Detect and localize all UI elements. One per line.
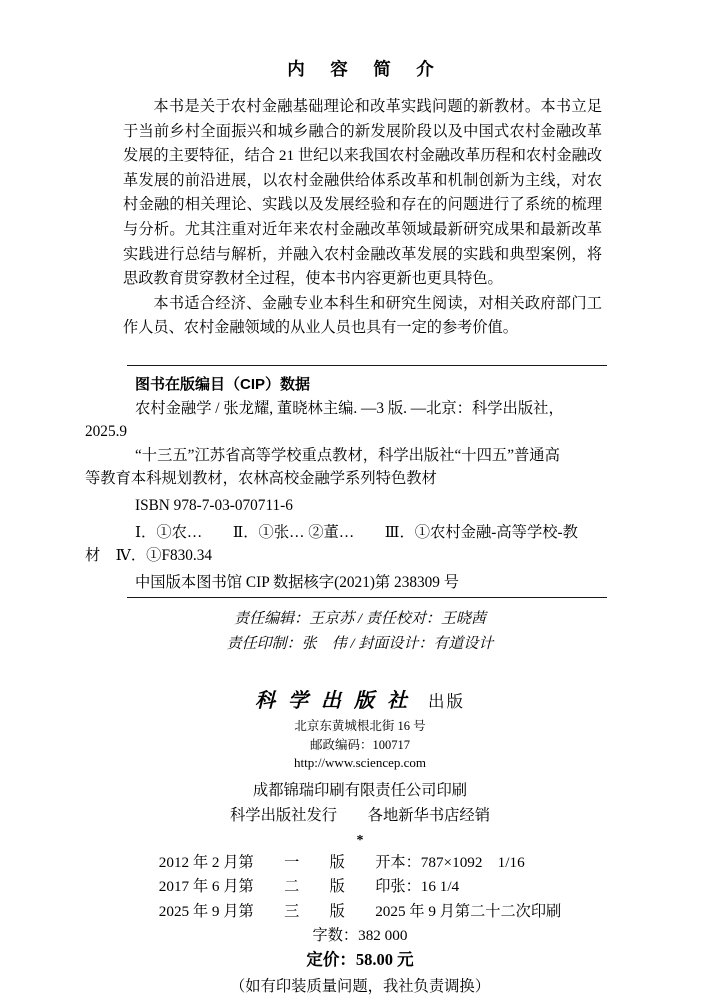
cip-section (85, 365, 610, 598)
cip-bottom-rule (127, 597, 607, 598)
cip-record-number-line: 中国版本图书馆 CIP 数据核字(2021)第 238309 号 (135, 573, 460, 591)
cip-title-line: 农村金融学 / 张龙耀, 董晓林主编. —3 版. —北京：科学出版社， (135, 399, 564, 417)
distribution-line: 科学出版社发行 各地新华书店经销 (229, 806, 491, 824)
word-count-line: 字数：382 000 (312, 927, 408, 944)
cip-series-line: “十三五”江苏省高等学校重点教材，科学出版社“十四五”普通高 (135, 446, 560, 464)
edition-line-3: 2025 年 9 月第 三 版 2025 年 9 月第二十二次印刷 (158, 902, 562, 920)
publisher-logotype: 科学出版社 (255, 690, 420, 713)
publisher-postcode: 邮政编码：100717 (309, 737, 410, 752)
publisher-url: http://www.sciencep.com (293, 755, 426, 771)
edition-history (159, 851, 561, 924)
imprint-block (0, 833, 720, 999)
publisher-block (0, 687, 720, 828)
editorial-credits (0, 607, 720, 657)
cip-series-line-continuation: 等教育本科规划教材，农林高校金融学系列特色教材 (85, 470, 437, 488)
publish-label: 出版 (428, 692, 465, 712)
cip-classification-line: Ⅰ．①农… Ⅱ．①张… ②董… Ⅲ．①农村金融-高等学校-教 (135, 523, 578, 541)
printer-line: 成都锦瑞印刷有限责任公司印刷 (252, 781, 468, 799)
credit-editor-line: 责任编辑：王京苏 / 责任校对：王晓茜 (234, 611, 486, 628)
content-intro-section (123, 56, 602, 341)
intro-title: 内 容 简 介 (287, 59, 438, 79)
publisher-name-line (0, 687, 720, 717)
quality-notice-line: （如有印装质量问题，我社负责调换） (229, 978, 491, 995)
edition-line-1: 2012 年 2 月第 一 版 开本：787×1092 1/16 (158, 853, 525, 871)
credit-printing-line: 责任印制：张 伟 / 封面设计：有道设计 (226, 636, 494, 653)
cip-isbn-line: ISBN 978-7-03-070711-6 (135, 496, 293, 514)
cip-title-line-continuation: 2025.9 (85, 423, 128, 441)
edition-line-2: 2017 年 6 月第 二 版 印张：16 1/4 (158, 878, 460, 896)
separator-asterisk: * (356, 832, 364, 848)
intro-paragraph-2: 本书适合经济、金融专业本科生和研究生阅读，对相关政府部门工作人员、农村金融领域的从业人员也具有一定的参考价值。 (123, 294, 602, 337)
cip-heading: 图书在版编目（CIP）数据 (135, 375, 311, 393)
price-line: 定价：58.00 元 (306, 950, 414, 969)
cip-classification-line-continuation: 材 Ⅳ．①F830.34 (85, 547, 213, 565)
publisher-address: 北京东黄城根北街 16 号 (294, 719, 426, 734)
intro-paragraph-1: 本书是关于农村金融基础理论和改革实践问题的新教材。本书立足于当前乡村全面振兴和城乡融合的新发展阶段以及中国式农村金融改革发展的主要特征，结合 21 世纪以来我国农村金融改革历程和农村金融改革发展的前沿进展，以农村金融供给体系改革和机制创新为主线，对农村金融的相关理论、实践以及发展经验和存在的问题进行了系统的梳理与分析。尤其注重对近年来农村金融改革领域最新研究成果和最新改革实践进行总结与解析，并融入农村金融改革发展的实践和典型案例，将思政教育贯穿教材全过程，使本书内容更新也更具特色。 (123, 98, 602, 288)
